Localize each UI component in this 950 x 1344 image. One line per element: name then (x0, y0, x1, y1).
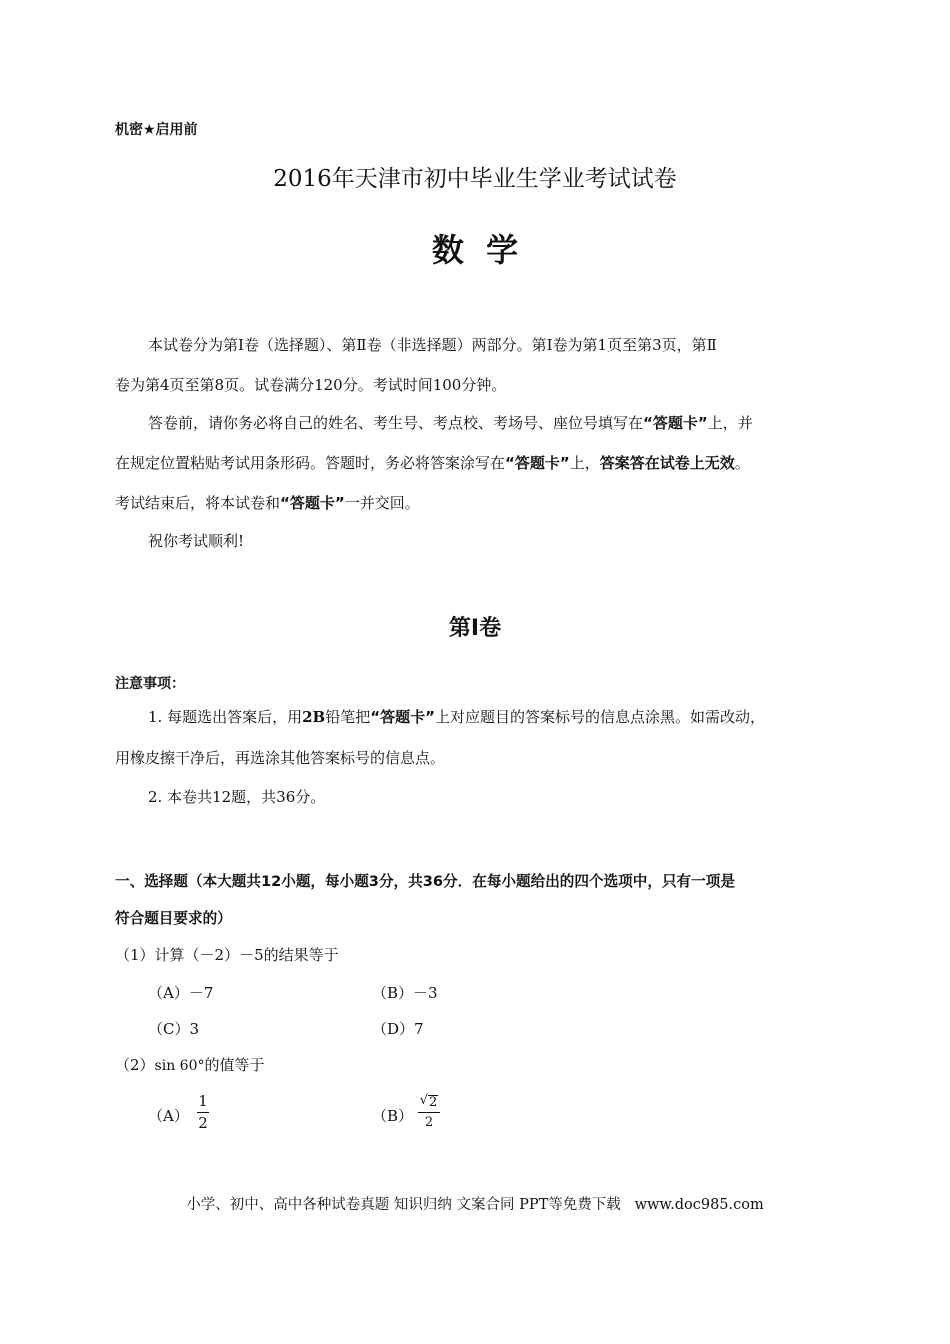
intro-line-3: 答卷前，请你务必将自己的姓名、考生号、考点校、考场号、座位号填写在“答题卡”上，并 (148, 414, 753, 432)
question-2-option-a-label: （A） (148, 1107, 189, 1125)
exam-title: 2016年天津市初中毕业生学业考试试卷 (273, 166, 677, 192)
question-2-option-a-fraction (197, 1094, 209, 1131)
intro-line-1: 本试卷分为第Ⅰ卷（选择题）、第Ⅱ卷（非选择题）两部分。第Ⅰ卷为第1页至第3页，第Ⅱ (148, 336, 717, 354)
notice-item-2: 2. 本卷共12题，共36分。 (148, 788, 326, 806)
question-1-option-b: （B）－3 (372, 984, 438, 1002)
question-1-stem: （1）计算（－2）－5的结果等于 (115, 946, 339, 964)
part-title: 第Ⅰ卷 (448, 616, 502, 641)
page-footer: 小学、初中、高中各种试卷真题 知识归纳 文案合同 PPT等免费下载 www.doc985.com (186, 1197, 764, 1213)
notice-item-1: 1. 每题选出答案后，用2B铅笔把“答题卡”上对应题目的答案标号的信息点涂黑。如需改动， (148, 708, 765, 726)
question-1-option-d: （D）7 (372, 1020, 424, 1038)
question-2-stem: （2）sin 60°的值等于 (115, 1056, 265, 1074)
subject-title: 数 学 (431, 231, 519, 269)
intro-line-5: 考试结束后，将本试卷和“答题卡”一并交回。 (115, 494, 420, 512)
section-heading-cont: 符合题目要求的） (115, 910, 232, 927)
fraction-denominator: 2 (424, 1115, 434, 1130)
question-1-option-a: （A）－7 (148, 984, 214, 1002)
fraction-denominator: 2 (198, 1114, 208, 1132)
notice-heading: 注意事项： (115, 676, 185, 692)
question-1-option-c: （C）3 (148, 1020, 200, 1038)
good-luck: 祝你考试顺利! (148, 532, 245, 550)
question-2-option-b-label: （B） (372, 1107, 414, 1125)
section-heading: 一、选择题（本大题共12小题，每小题3分，共36分．在每小题给出的四个选项中，只有一项是 (115, 873, 735, 890)
confidential-label: 机密★启用前 (115, 122, 198, 138)
question-2-option-b-fraction (418, 1094, 440, 1129)
sqrt-icon: √ (419, 1093, 428, 1108)
fraction-bar (418, 1112, 440, 1113)
sqrt-numerator: √ 2 (419, 1093, 438, 1110)
intro-line-2: 卷为第4页至第8页。试卷满分120分。考试时间100分钟。 (115, 376, 507, 394)
fraction-bar (197, 1112, 209, 1113)
notice-item-1-cont: 用橡皮擦干净后，再选涂其他答案标号的信息点。 (115, 749, 446, 767)
intro-line-4: 在规定位置粘贴考试用条形码。答题时，务必将答案涂写在“答题卡”上，答案答在试卷上无效。 (115, 454, 750, 472)
fraction-numerator: 1 (198, 1092, 208, 1110)
